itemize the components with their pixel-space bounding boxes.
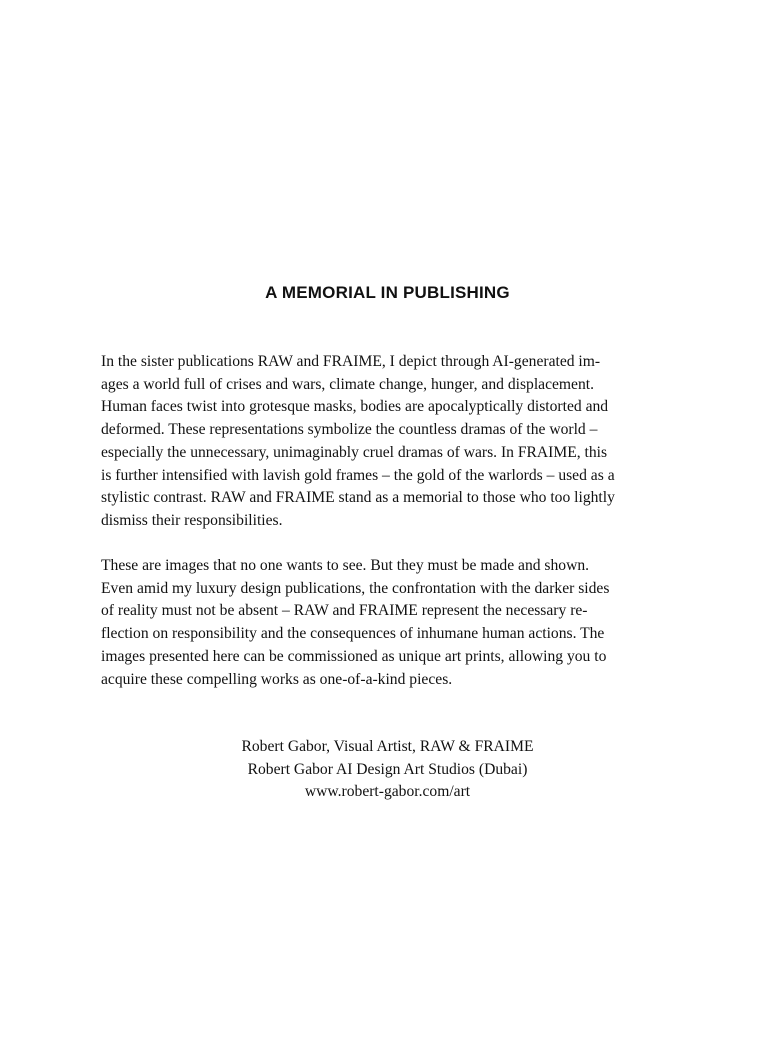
paragraph-1 [101,351,681,533]
paragraph-line: ages a world full of crises and wars, climate change, hunger, and displacement. [101,375,594,393]
signature-studio: Robert Gabor AI Design Art Studios (Dubai) [247,760,528,778]
paragraph-line: is further intensified with lavish gold frames – the gold of the warlords – used as a [101,466,615,484]
paragraph-line: especially the unnecessary, unimaginably cruel dramas of wars. In FRAIME, this [101,443,608,461]
signature-url: www.robert-gabor.com/art [304,783,471,801]
paragraph-line: dismiss their responsibilities. [101,511,283,529]
signature-name: Robert Gabor, Visual Artist, RAW & FRAIME [241,738,534,755]
paragraph-line: stylistic contrast. RAW and FRAIME stand as a memorial to those who too lightly [101,489,615,507]
paragraph-line: acquire these compelling works as one-of-a-kind pieces. [101,670,453,688]
paragraph-2 [101,555,681,691]
signature-block [0,736,775,804]
paragraph-line: images presented here can be commissioned as unique art prints, allowing you to [101,647,607,665]
paragraph-line: Human faces twist into grotesque masks, bodies are apocalyptically distorted and [101,398,609,416]
paragraph-line: These are images that no one wants to see. But they must be made and shown. [101,557,590,574]
paragraph-line: In the sister publications RAW and FRAIME, I depict through AI-generated im- [101,353,601,370]
paragraph-line: of reality must not be absent – RAW and FRAIME represent the necessary re- [101,602,588,620]
page-title: A MEMORIAL IN PUBLISHING [265,283,510,302]
paragraph-line: deformed. These representations symbolize the countless dramas of the world – [101,421,598,439]
paragraph-line: Even amid my luxury design publications, the confrontation with the darker sides [101,579,610,597]
paragraph-line: flection on responsibility and the consequences of inhumane human actions. The [101,625,605,643]
